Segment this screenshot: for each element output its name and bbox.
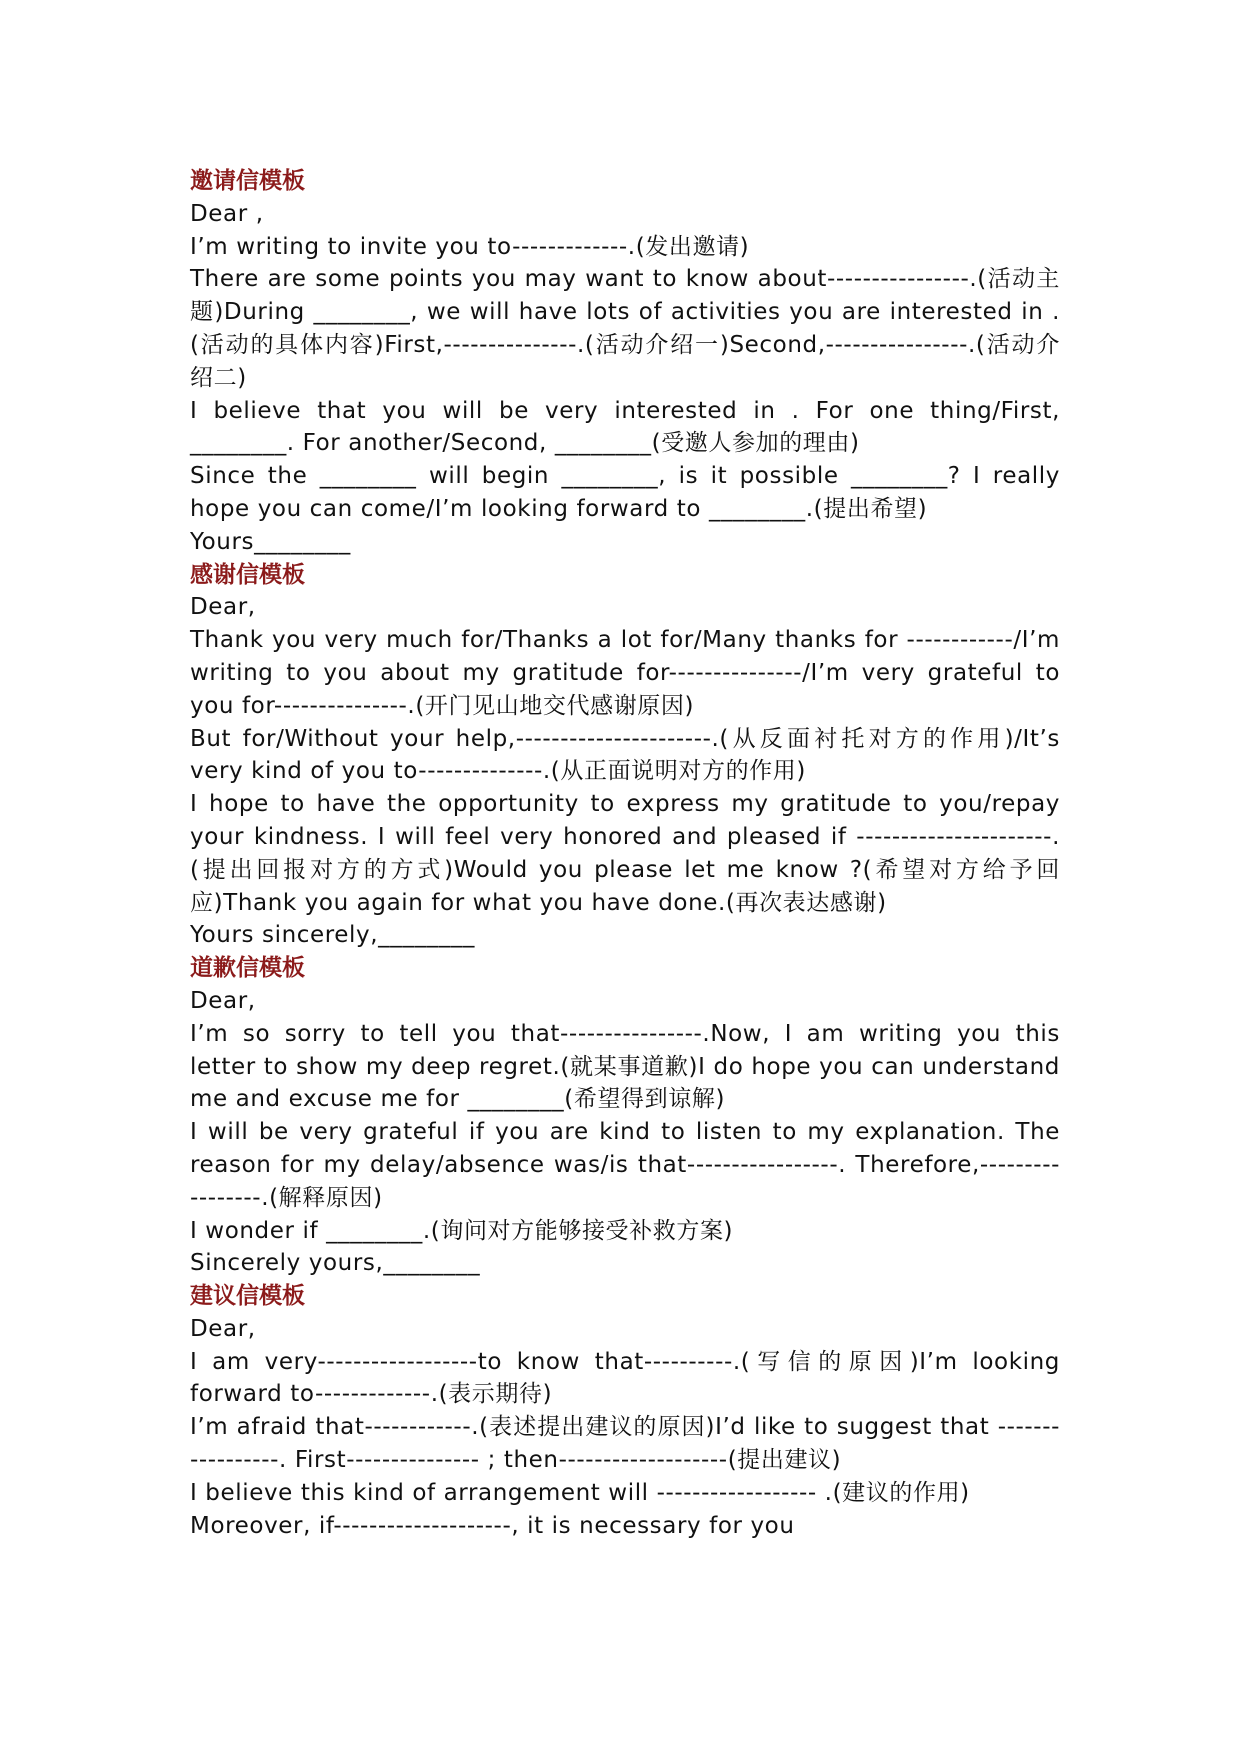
paragraph: Since the ________ will begin ________, is it possible ________? I really hope you can come/I’m looking forward to ________.(提出希望) [190, 463, 1060, 522]
paragraph: Thank you very much for/Thanks a lot for/Many thanks for ------------/I’m writing to you about my gratitude for---------------/I’m very grateful to you for---------------.(开门见山地交代感谢原因) [190, 627, 1060, 719]
paragraph: Dear, [190, 594, 256, 621]
paragraph: I will be very grateful if you are kind to listen to my explanation. The reason for my delay/absence was/is that-----------------. Therefore,-----------------.(解释原因) [190, 1119, 1060, 1211]
section-title: 感谢信模板 [190, 561, 305, 588]
paragraph: I am very------------------to know that----------.(写信的原因)I’m looking forward to-------------.(表示期待) [190, 1348, 1060, 1408]
suggestion-letter-section [190, 1280, 1060, 1542]
document-page [190, 165, 1060, 1542]
paragraph: I believe this kind of arrangement will ------------------ .(建议的作用) [190, 1479, 970, 1506]
thank-you-letter-section [190, 559, 1060, 953]
section-title: 建议信模板 [190, 1283, 305, 1310]
paragraph: Dear, [190, 987, 256, 1014]
paragraph: I’m writing to invite you to-------------.(发出邀请) [190, 233, 750, 260]
paragraph: Dear, [190, 1315, 256, 1342]
paragraph: Sincerely yours,________ [190, 1250, 481, 1277]
paragraph: I’m afraid that------------.(表述提出建议的原因)I’d like to suggest that -----------------. First--------------- ; then-------------------(提出建议) [190, 1414, 1060, 1474]
paragraph: But for/Without your help,----------------------.(从反面衬托对方的作用)/It’s very kind of you to--------------.(从正面说明对方的作用) [190, 725, 1060, 785]
paragraph: Yours sincerely,________ [190, 922, 475, 949]
paragraph: I hope to have the opportunity to express my gratitude to you/repay your kindness. I will feel very honored and pleased if ----------------------.(提出回报对方的方式)Would you please let me know ?(希望对方给予回应)Thank you again for what you have done.(再次表达感谢) [190, 791, 1060, 916]
paragraph: There are some points you may want to know about----------------.(活动主题)During ________, we will have lots of activities you are interested in .(活动的具体内容)First,---------------.(活动介绍一)Second,----------------.(活动介绍二) [190, 266, 1060, 391]
apology-letter-section [190, 952, 1060, 1280]
paragraph: I believe that you will be very interested in . For one thing/First, ________. For another/Second, ________(受邀人参加的理由) [190, 397, 1060, 457]
invitation-letter-section [190, 165, 1060, 559]
section-title: 邀请信模板 [190, 168, 305, 194]
section-title: 道歉信模板 [190, 955, 305, 982]
paragraph: Moreover, if--------------------, it is necessary for you [190, 1512, 795, 1539]
paragraph: I wonder if ________.(询问对方能够接受补救方案) [190, 1217, 734, 1244]
paragraph: Yours________ [190, 528, 351, 555]
paragraph: Dear , [190, 200, 264, 227]
paragraph: I’m so sorry to tell you that----------------.Now, I am writing you this letter to show my deep regret.(就某事道歉)I do hope you can understand me and excuse me for ________(希望得到谅解) [190, 1020, 1060, 1113]
